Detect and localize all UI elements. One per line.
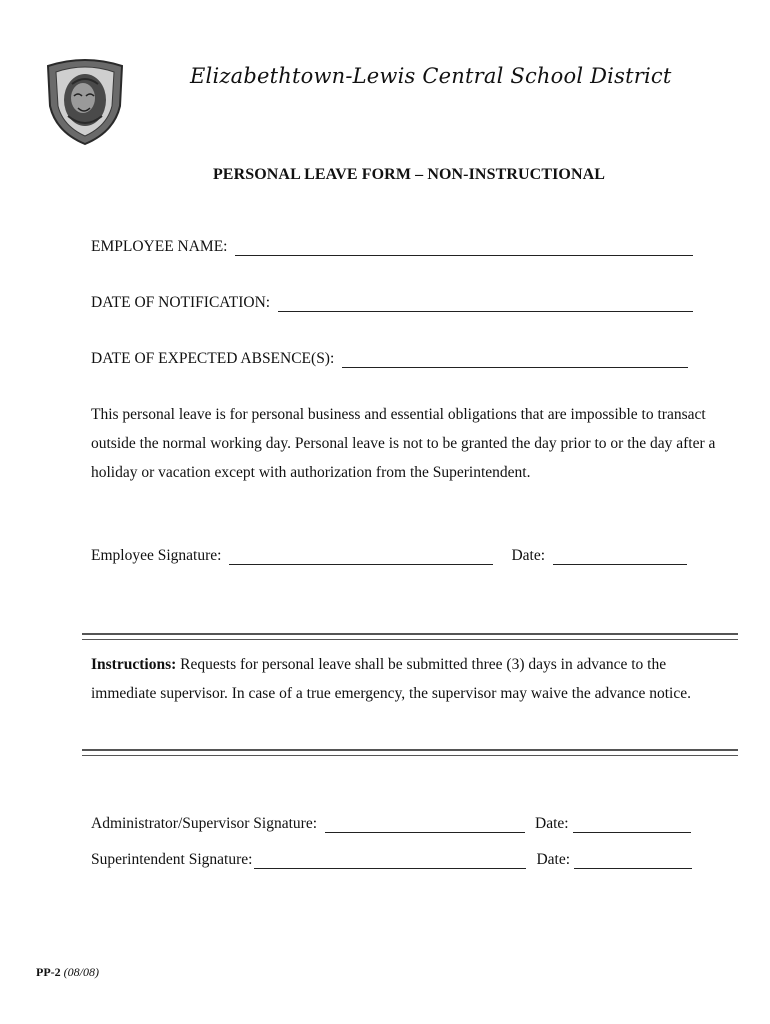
administrator-date-label: Date: <box>535 815 569 832</box>
employee-signature-label: Employee Signature: <box>91 547 222 564</box>
superintendent-signature-field[interactable] <box>254 854 526 869</box>
instructions-block <box>91 650 731 708</box>
employee-signature-date-label: Date: <box>511 547 546 564</box>
employee-name-label: EMPLOYEE NAME: <box>91 238 228 255</box>
superintendent-signature-row <box>91 851 692 869</box>
employee-name-field[interactable] <box>235 241 693 256</box>
administrator-date-field[interactable] <box>573 818 691 833</box>
date-of-expected-absence-row <box>91 350 688 368</box>
employee-signature-row <box>91 547 687 565</box>
date-of-expected-absence-field[interactable] <box>342 353 688 368</box>
policy-text: This personal leave is for personal business and essential obligations that are impossible to transact outside the normal working day. Personal leave is not to be granted the day prior to or the day after a holiday or vacation except with authorization from the Superintendent. <box>91 406 716 481</box>
form-code <box>36 965 99 980</box>
date-of-notification-field[interactable] <box>278 297 693 312</box>
form-revision: (08/08) <box>63 965 99 979</box>
district-name: Elizabethtown-Lewis Central School District <box>190 64 672 88</box>
date-of-expected-absence-label: DATE OF EXPECTED ABSENCE(S): <box>91 350 335 367</box>
employee-name-row <box>91 238 693 256</box>
administrator-signature-row <box>91 815 691 833</box>
instructions-heading: Instructions: <box>91 656 177 673</box>
date-of-notification-label: DATE OF NOTIFICATION: <box>91 294 271 311</box>
superintendent-signature-label: Superintendent Signature: <box>91 851 253 868</box>
administrator-signature-label: Administrator/Supervisor Signature: <box>91 815 318 832</box>
lion-shield-icon <box>44 56 126 146</box>
superintendent-date-field[interactable] <box>574 854 692 869</box>
district-logo <box>44 56 126 146</box>
administrator-signature-field[interactable] <box>325 818 525 833</box>
superintendent-date-label: Date: <box>536 851 571 868</box>
divider-top <box>82 633 738 640</box>
divider-bottom <box>82 749 738 756</box>
employee-signature-date-field[interactable] <box>553 550 687 565</box>
employee-signature-field[interactable] <box>229 550 493 565</box>
form-code-number: PP-2 <box>36 965 61 979</box>
date-of-notification-row <box>91 294 693 312</box>
form-title: PERSONAL LEAVE FORM – NON-INSTRUCTIONAL <box>212 166 606 183</box>
instructions-text: Requests for personal leave shall be submitted three (3) days in advance to the immediate supervisor. In case of a true emergency, the supervisor may waive the advance notice. <box>91 656 691 702</box>
